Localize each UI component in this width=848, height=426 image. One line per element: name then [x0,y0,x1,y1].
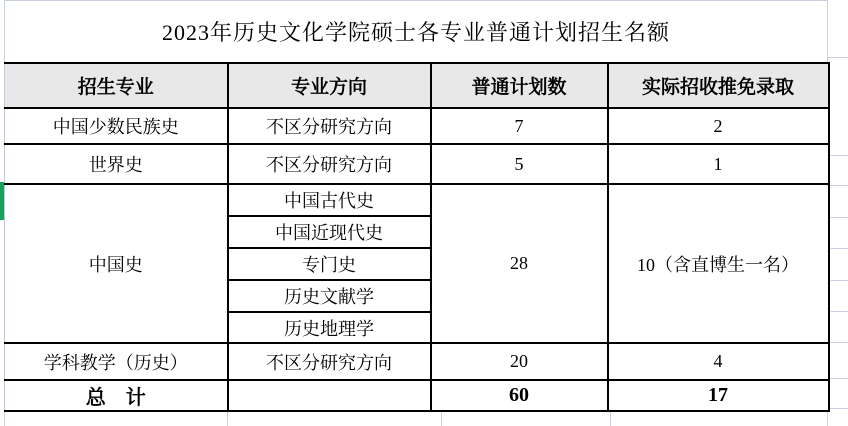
gridline-right-margin [828,248,848,249]
cell-tuimian[interactable]: 4 [608,343,829,380]
cell-plan[interactable]: 20 [431,343,608,380]
cell-direction[interactable]: 专门史 [228,248,431,280]
table-row [5,144,829,184]
cell-plan[interactable]: 7 [431,108,608,144]
cell-major[interactable]: 中国少数民族史 [5,108,228,144]
cell-plan[interactable]: 5 [431,144,608,184]
quota-table [4,62,830,412]
header-plan[interactable]: 普通计划数 [431,63,608,108]
cell-plan-merged[interactable]: 28 [431,184,608,343]
cell-tuimian-merged[interactable]: 10（含直博生一名） [608,184,829,343]
gridline-right-margin [828,57,848,58]
gridline-right-margin [828,217,848,218]
table-row [5,184,829,216]
cell-direction[interactable]: 不区分研究方向 [228,108,431,144]
cell-direction[interactable]: 历史地理学 [228,312,431,343]
header-tuimian[interactable]: 实际招收推免录取 [608,63,829,108]
cell-major[interactable]: 世界史 [5,144,228,184]
cell-direction[interactable]: 不区分研究方向 [228,343,431,380]
cell-total-label[interactable]: 总 计 [5,380,228,411]
page-title: 2023年历史文化学院硕士各专业普通计划招生名额 [161,19,670,45]
cell-tuimian[interactable]: 1 [608,144,829,184]
table-row [5,108,829,144]
cell-major[interactable]: 学科教学（历史） [5,343,228,380]
gridline-right-margin [828,311,848,312]
gridline-right-margin [828,155,848,156]
header-direction[interactable]: 专业方向 [228,63,431,108]
cell-major-merged[interactable]: 中国史 [5,184,228,343]
cell-direction[interactable]: 中国古代史 [228,184,431,216]
cell-direction[interactable]: 历史文献学 [228,280,431,312]
cell-direction[interactable]: 中国近现代史 [228,216,431,248]
gridline-right-margin [828,408,848,409]
table-row [5,343,829,380]
cell-tuimian[interactable]: 2 [608,108,829,144]
cell-total-tuimian[interactable]: 17 [608,380,829,411]
gridline-right-margin [828,378,848,379]
gridline-right-margin [828,185,848,186]
header-row [5,63,829,108]
sheet-title-cell[interactable] [4,0,828,62]
cell-total-direction-empty[interactable] [228,380,431,411]
total-row [5,380,829,411]
cell-total-plan[interactable]: 60 [431,380,608,411]
gridline-right-margin [828,280,848,281]
gridline-right-margin [828,342,848,343]
cell-direction[interactable]: 不区分研究方向 [228,144,431,184]
header-major[interactable]: 招生专业 [5,63,228,108]
